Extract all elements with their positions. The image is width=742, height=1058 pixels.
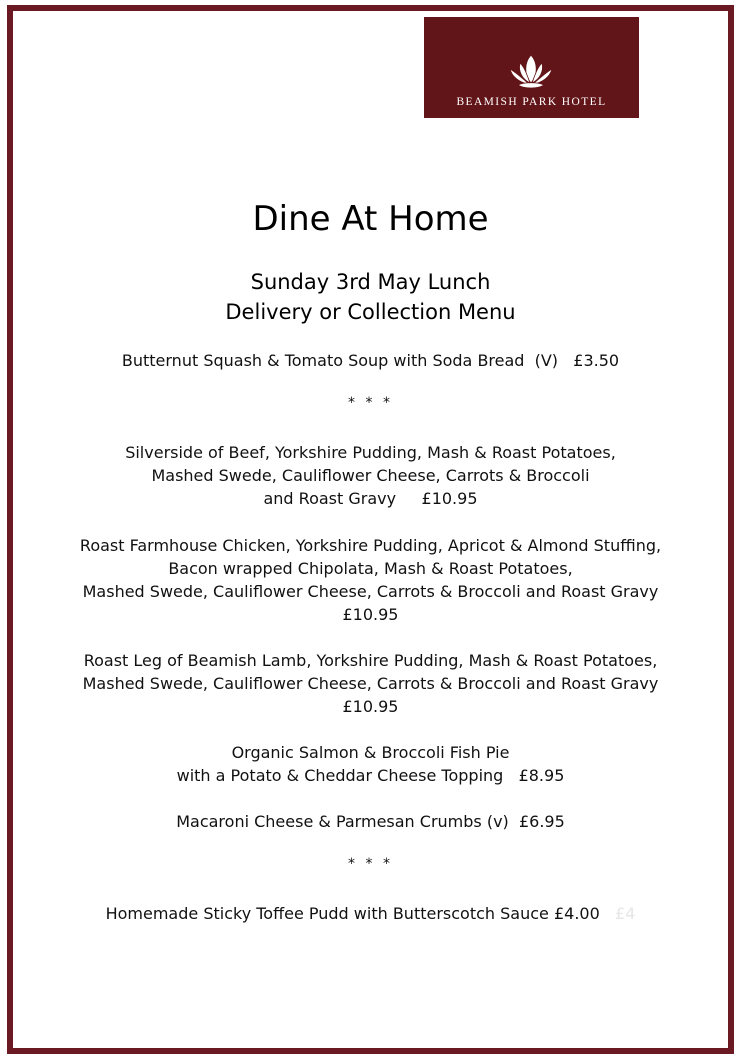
dessert-text: Homemade Sticky Toffee Pudd with Butterscotch Sauce £4.00 <box>105 904 600 923</box>
menu-item-chicken-line: Bacon wrapped Chipolata, Mash & Roast Potatoes, <box>168 559 573 578</box>
separator: * * * <box>348 856 393 872</box>
menu-item-macaroni: Macaroni Cheese & Parmesan Crumbs (v) £6.95 <box>176 812 565 831</box>
hotel-logo <box>424 17 639 118</box>
subtitle-date: Sunday 3rd May Lunch <box>250 270 491 294</box>
menu-item-dessert <box>13 902 728 925</box>
menu-item-lamb-line: Mashed Swede, Cauliflower Cheese, Carrots & Broccoli and Roast Gravy <box>82 674 659 693</box>
menu-item-fish-line: Organic Salmon & Broccoli Fish Pie <box>231 743 510 762</box>
menu-item-soup: Butternut Squash & Tomato Soup with Soda Bread (V) £3.50 <box>121 351 620 370</box>
menu-item-beef-line: Mashed Swede, Cauliflower Cheese, Carrots & Broccoli <box>151 466 590 485</box>
lotus-icon <box>506 51 556 93</box>
menu-item-chicken-line: Roast Farmhouse Chicken, Yorkshire Pudding, Apricot & Almond Stuffing, <box>79 536 662 555</box>
separator: * * * <box>348 395 393 411</box>
page-title: Dine At Home <box>252 199 489 239</box>
menu-item-chicken-line: £10.95 <box>342 605 399 624</box>
menu-item-lamb-line: Roast Leg of Beamish Lamb, Yorkshire Pudding, Mash & Roast Potatoes, <box>83 651 658 670</box>
menu-frame <box>7 5 734 1054</box>
menu-item-chicken-line: Mashed Swede, Cauliflower Cheese, Carrots & Broccoli and Roast Gravy <box>82 582 659 601</box>
menu-item-fish-line: with a Potato & Cheddar Cheese Topping £8.95 <box>176 766 565 785</box>
dessert-faint-price: £4 <box>615 904 636 923</box>
hotel-name: BEAMISH PARK HOTEL <box>456 96 607 108</box>
menu-item-beef-line: and Roast Gravy £10.95 <box>263 489 478 508</box>
subtitle-menu-type: Delivery or Collection Menu <box>225 300 516 324</box>
menu-item-beef-line: Silverside of Beef, Yorkshire Pudding, Mash & Roast Potatoes, <box>125 443 616 462</box>
menu-item-lamb-line: £10.95 <box>342 697 399 716</box>
